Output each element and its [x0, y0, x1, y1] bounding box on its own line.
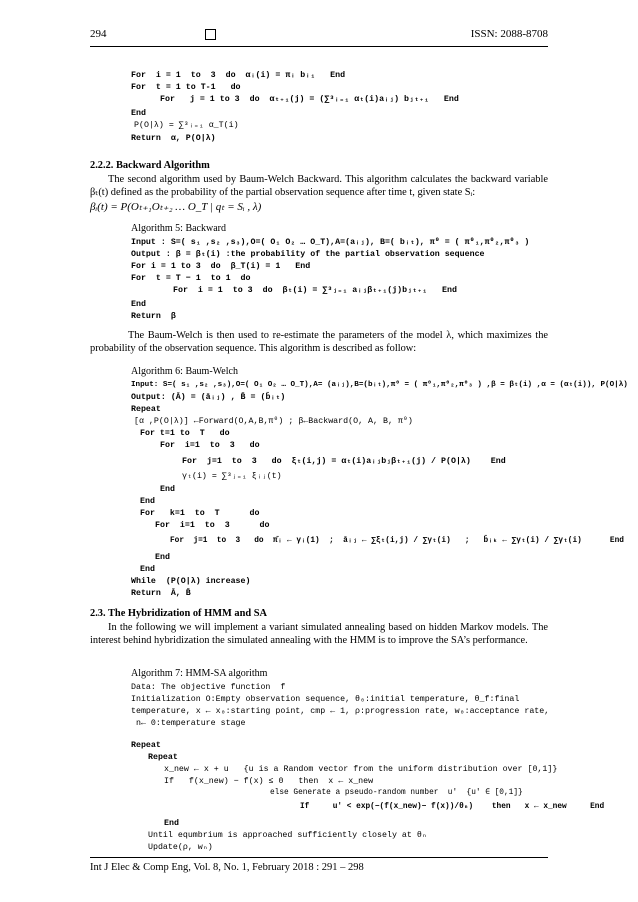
alg6-line: End [160, 485, 175, 494]
section-heading-222: 2.2.2. Backward Algorithm [90, 160, 210, 171]
alg4-line: For t = 1 to T-1 do [131, 83, 241, 92]
alg7-line: End [164, 819, 179, 828]
alg5-line: Input : S=( s₁ ,s₂ ,s₃),O=( O₁ O₂ … O_T),A=(aᵢⱼ), B=( bᵢₜ), π⁰ = ( π⁰₁,π⁰₂,π⁰₃ ) [131, 238, 530, 247]
alg6-line: Input: S=( s₁ ,s₂ ,s₃),O=( O₁ O₂ … O_T),A= (aᵢⱼ),B=(bᵢₜ),π⁰ = ( π⁰₁,π⁰₂,π⁰₃ ) ,β = βₜ(i) ,α = (αₜ(i)), P(O|λ) [131, 381, 628, 389]
page-number: 294 [90, 28, 107, 40]
issn-text: ISSN: 2088-8708 [470, 28, 548, 40]
alg4-line: For i = 1 to 3 do αᵢ(i) = πᵢ bᵢ₁ End [131, 71, 346, 80]
alg7-line: n← 0:temperature stage [131, 719, 246, 728]
alg7-line: temperature, x ← x₀:starting point, cmp ← 1, ρ:progression rate, w₀:acceptance rate, [131, 707, 550, 716]
alg6-line: Repeat [131, 405, 161, 414]
alg7-line: If u' < exp(−(f(x_new)− f(x))/θₙ) then x ← x_new End [300, 803, 605, 811]
page-footer: Int J Elec & Comp Eng, Vol. 8, No. 1, February 2018 : 291 – 298 [90, 862, 364, 873]
alg6-line: For i=1 to 3 do [160, 441, 260, 450]
alg6-line: For j=1 to 3 do ξₜ(i,j) = αₜ(i)aᵢⱼbⱼβₜ₊₁(j) / P(O|λ) End [182, 457, 506, 466]
alg4-line: For j = 1 to 3 do αₜ₊₁(j) = (∑³ᵢ₌₁ αₜ(i)aᵢⱼ) bⱼₜ₊₁ End [160, 95, 459, 104]
alg6-line: Return Ā, B̄ [131, 589, 191, 598]
alg6-line: For t=1 to T do [140, 429, 230, 438]
alg7-line: Data: The objective function f [131, 683, 286, 692]
baum-welch-paragraph: The Baum-Welch is then used to re-estimate the parameters of the model λ, which maximizes the probability of the observation sequence. This algorithm is described as follow: [90, 330, 548, 354]
section-222-paragraph: The second algorithm used by Baum-Welch Backward. This algorithm calculates the backward variable βₜ(t) defined as the probability of the partial observation sequence after time t, given state Sᵢ: [90, 174, 548, 198]
alg5-line: End [131, 300, 146, 309]
alg4-line: P(O|λ) = ∑³ᵢ₌₁ α_T(i) [134, 121, 239, 130]
alg6-line: For i=1 to 3 do [155, 521, 270, 530]
alg6-line: γₜ(i) = ∑³ⱼ₌₁ ξᵢⱼ(t) [182, 472, 282, 481]
checkbox-glyph-icon [205, 29, 216, 40]
alg5-line: For i = 1 to 3 do β_T(i) = 1 End [131, 262, 311, 271]
alg6-line: For k=1 to T do [140, 509, 260, 518]
alg6-line: For j=1 to 3 do π̄ᵢ ← γᵢ(1) ; āᵢⱼ ← ∑ξₜ(i,j) / ∑γₜ(i) ; b̄ᵢₖ ← ∑γₜ(i) / ∑γₜ(i) End [170, 537, 624, 545]
alg5-line: For t = T − 1 to 1 do [131, 274, 251, 283]
alg5-line: Output : β = βₜ(i) :the probability of the partial observation sequence [131, 250, 485, 259]
alg7-line: else Generate a pseudo-random number u' {u' ∈ [0,1]} [270, 789, 523, 797]
page-header [90, 28, 548, 46]
alg6-line: End [140, 497, 155, 506]
alg6-line: While (P(O|λ) increase) [131, 577, 251, 586]
section-heading-23: 2.3. The Hybridization of HMM and SA [90, 608, 268, 619]
alg5-line: Return β [131, 312, 176, 321]
alg4-line: Return α, P(O|λ) [131, 134, 216, 143]
alg7-line: Repeat [148, 753, 178, 762]
alg7-line: Initialization O:Empty observation sequence, θ₀:initial temperature, θ_f:final [131, 695, 520, 704]
footer-rule [90, 857, 548, 858]
alg6-line: End [155, 553, 170, 562]
alg7-line: If f(x_new) − f(x) ≤ 0 then x ← x_new [164, 777, 374, 786]
alg4-line: End [131, 109, 146, 118]
alg7-line: Update(ρ, wₙ) [148, 843, 213, 852]
alg7-line: Repeat [131, 741, 161, 750]
header-rule [90, 46, 548, 47]
section-23-paragraph: In the following we will implement a variant simulated annealing based on hidden Markov models. The interest behind hybridization the simulated annealing with the HMM is to improve the SA’s performance. [90, 622, 548, 646]
alg5-title: Algorithm 5: Backward [131, 223, 226, 234]
alg7-title: Algorithm 7: HMM-SA algorithm [131, 668, 268, 679]
alg6-line: Output: (Ā) = (āᵢⱼ) , B̄ = (b̄ᵢₜ) [131, 393, 286, 402]
backward-formula: βᵢ(t) = P(Oₜ₊₁Oₜ₊₂ … O_T | qₜ = Sᵢ , λ) [90, 201, 262, 213]
alg6-title: Algorithm 6: Baum-Welch [131, 366, 238, 377]
alg6-line: [α ,P(O|λ)] ←Forward(O,A,B,π⁰) ; β←Backward(O, A, B, π⁰) [134, 417, 413, 426]
alg7-line: Until equmbrium is approached sufficiently closely at θₙ [148, 831, 427, 840]
alg7-line: x_new ← x + u {u is a Random vector from the uniform distribution over [0,1]} [164, 765, 558, 774]
alg5-line: For i = 1 to 3 do βₜ(i) = ∑³ⱼ₌₁ aᵢⱼβₜ₊₁(j)bⱼₜ₊₁ End [173, 286, 457, 295]
alg6-line: End [140, 565, 155, 574]
